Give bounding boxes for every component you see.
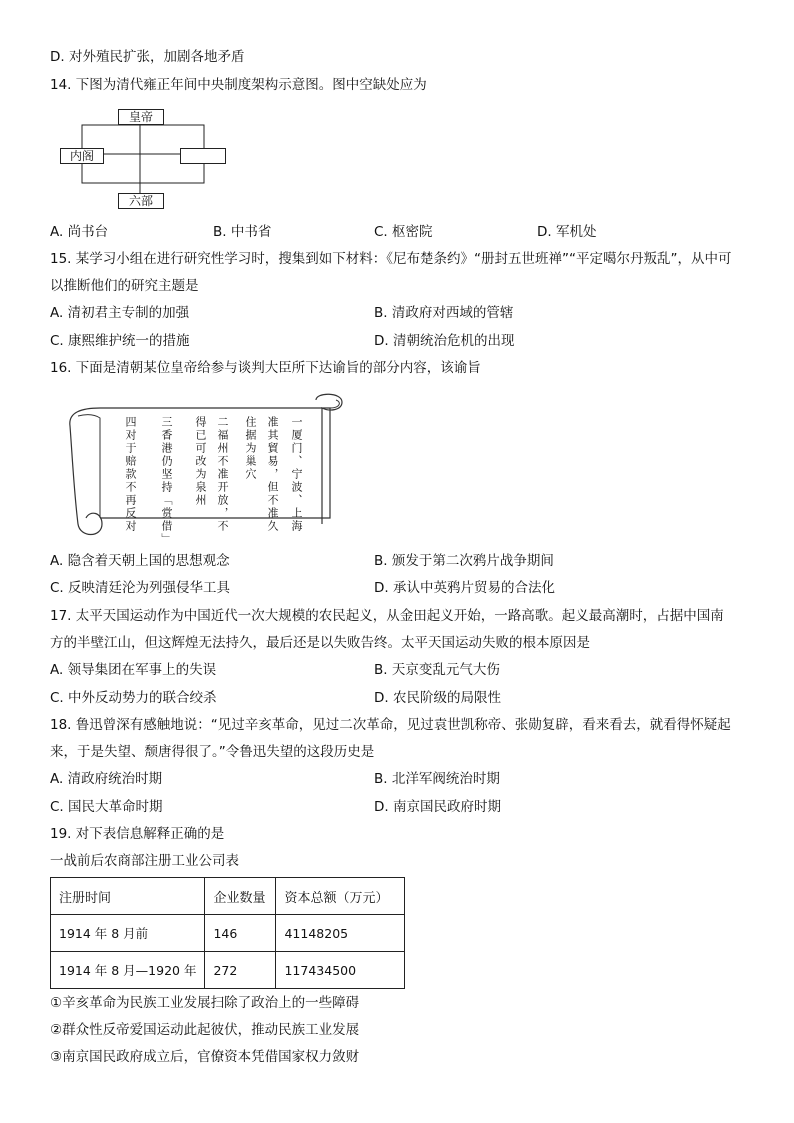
q19-stem: 19. 对下表信息解释正确的是 bbox=[50, 826, 225, 842]
q15-option-b: B. 清政府对西域的管辖 bbox=[374, 305, 514, 321]
emperor-box: 皇帝 bbox=[118, 109, 164, 125]
table-cell: 146 bbox=[205, 915, 276, 952]
q16-option-c: C. 反映清廷沦为列强侵华工具 bbox=[50, 580, 231, 596]
q16-option-a: A. 隐含着天朝上国的思想观念 bbox=[50, 553, 230, 569]
q16-option-b: B. 颁发于第二次鸦片战争期间 bbox=[374, 553, 554, 569]
registration-table bbox=[50, 877, 405, 989]
liubu-box: 六部 bbox=[118, 193, 164, 209]
table-cell: 41148205 bbox=[276, 915, 405, 952]
q15-stem-line2: 以推断他们的研究主题是 bbox=[50, 278, 199, 294]
q14-structure-diagram bbox=[58, 105, 228, 213]
q14-option-d: D. 军机处 bbox=[537, 224, 597, 240]
q14-option-b: B. 中书省 bbox=[213, 224, 272, 240]
q18-stem-line1: 18. 鲁迅曾深有感触地说：“见过辛亥革命，见过二次革命，见过袁世凯称帝、张勋复辟，看来看去，就看得怀疑起 bbox=[50, 717, 731, 733]
q17-option-d: D. 农民阶级的局限性 bbox=[374, 690, 501, 706]
q18-option-b: B. 北洋军阀统治时期 bbox=[374, 771, 500, 787]
q15-stem-line1: 15. 某学习小组在进行研究性学习时，搜集到如下材料：《尼布楚条约》“册封五世班禅”“平定噶尔丹叛乱”，从中可 bbox=[50, 251, 732, 267]
q15-option-d: D. 清朝统治危机的出现 bbox=[374, 333, 515, 349]
header-cell: 企业数量 bbox=[205, 878, 276, 915]
scroll-col-2: 准其貿易，但不准久 bbox=[266, 416, 279, 533]
q13-option-d: D. 对外殖民扩张，加剧各地矛盾 bbox=[50, 49, 245, 65]
q16-stem: 16. 下面是清朝某位皇帝给参与谈判大臣所下达谕旨的部分内容，该谕旨 bbox=[50, 360, 481, 376]
q14-option-c: C. 枢密院 bbox=[374, 224, 433, 240]
table-header-row bbox=[51, 878, 405, 915]
neige-box: 内阁 bbox=[60, 148, 104, 164]
q19-statement-1: ①辛亥革命为民族工业发展扫除了政治上的一些障碍 bbox=[50, 995, 360, 1011]
scroll-col-6: 三香港仍坚持「赏借」 bbox=[160, 416, 173, 546]
table-cell: 1914 年 8 月—1920 年 bbox=[51, 952, 205, 989]
table-title: 一战前后农商部注册工业公司表 bbox=[50, 853, 239, 869]
blank-box bbox=[180, 148, 226, 164]
q18-option-d: D. 南京国民政府时期 bbox=[374, 799, 501, 815]
header-cell: 注册时间 bbox=[51, 878, 205, 915]
scroll-col-7: 四对于赔款不再反对 bbox=[124, 416, 137, 533]
table-cell: 117434500 bbox=[276, 952, 405, 989]
scroll-col-5: 得已可改为泉州 bbox=[194, 416, 207, 507]
q16-option-d: D. 承认中英鸦片贸易的合法化 bbox=[374, 580, 555, 596]
q14-option-a: A. 尚书台 bbox=[50, 224, 109, 240]
q19-statement-3: ③南京国民政府成立后，官僚资本凭借国家权力敛财 bbox=[50, 1049, 360, 1065]
q14-stem: 14. 下图为清代雍正年间中央制度架构示意图。图中空缺处应为 bbox=[50, 77, 427, 93]
q17-option-c: C. 中外反动势力的联合绞杀 bbox=[50, 690, 217, 706]
q15-option-c: C. 康熙维护统一的措施 bbox=[50, 333, 190, 349]
table-cell: 272 bbox=[205, 952, 276, 989]
scroll-col-4: 二福州不准开放，不 bbox=[216, 416, 229, 533]
q17-option-b: B. 天京变乱元气大伤 bbox=[374, 662, 500, 678]
q18-option-a: A. 清政府统治时期 bbox=[50, 771, 163, 787]
q17-stem-line1: 17. 太平天国运动作为中国近代一次大规模的农民起义，从金田起义开始，一路高歌。起义最高潮时，占据中国南 bbox=[50, 608, 724, 624]
q18-option-c: C. 国民大革命时期 bbox=[50, 799, 163, 815]
q18-stem-line2: 来，于是失望、颓唐得很了。”令鲁迅失望的这段历史是 bbox=[50, 744, 375, 760]
q17-option-a: A. 领导集团在军事上的失误 bbox=[50, 662, 217, 678]
q15-option-a: A. 清初君主专制的加强 bbox=[50, 305, 190, 321]
scroll-col-1: 一厦门、宁波、上海 bbox=[290, 416, 303, 533]
header-cell: 资本总额（万元） bbox=[276, 878, 405, 915]
q19-statement-2: ②群众性反帝爱国运动此起彼伏，推动民族工业发展 bbox=[50, 1022, 360, 1038]
table-row bbox=[51, 915, 405, 952]
scroll-col-3: 住据为巢穴 bbox=[244, 416, 257, 481]
table-cell: 1914 年 8 月前 bbox=[51, 915, 205, 952]
q17-stem-line2: 方的半壁江山，但这辉煌无法持久，最后还是以失败告终。太平天国运动失败的根本原因是 bbox=[50, 635, 590, 651]
table-row bbox=[51, 952, 405, 989]
edict-scroll-image bbox=[60, 392, 350, 546]
